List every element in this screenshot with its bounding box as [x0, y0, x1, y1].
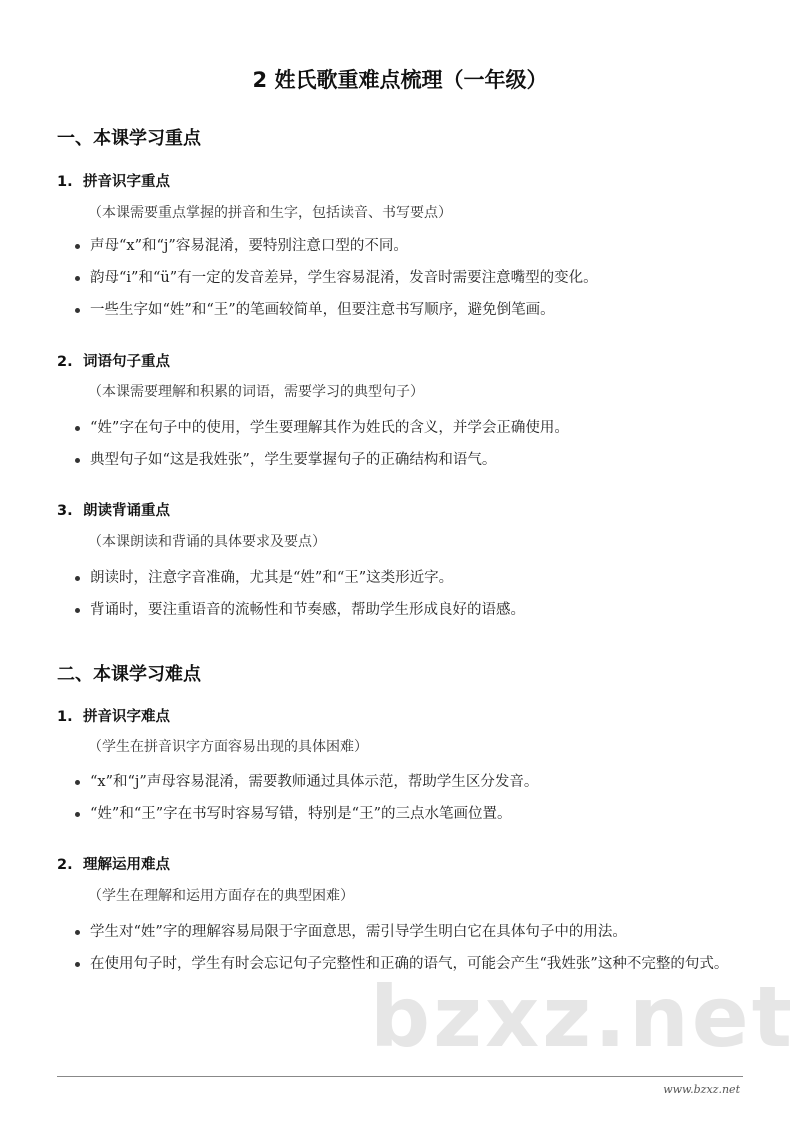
bullet-icon — [75, 780, 80, 785]
list-item: “姓”字在句子中的使用，学生要理解其作为姓氏的含义，并学会正确使用。 — [75, 414, 735, 442]
bullet-icon — [75, 576, 80, 581]
bullet-icon — [75, 276, 80, 281]
section-heading-difficulty: 二、本课学习难点 — [57, 664, 201, 685]
list-item: 背诵时，要注重语音的流畅性和节奏感，帮助学生形成良好的语感。 — [75, 596, 735, 624]
subsection-note: （本课朗读和背诵的具体要求及要点） — [88, 534, 326, 550]
watermark: bzxz.net — [370, 968, 795, 1066]
bullet-icon — [75, 812, 80, 817]
footer-url: www.bzxz.net — [663, 1083, 740, 1096]
subsection-number: 1. — [57, 709, 73, 725]
list-item: 朗读时，注意字音准确，尤其是“姓”和“王”这类形近字。 — [75, 564, 735, 592]
bullet-icon — [75, 458, 80, 463]
page-title: 2 姓氏歌重难点梳理（一年级） — [252, 68, 548, 92]
subsection-number: 1. — [57, 174, 73, 190]
section-heading-focus: 一、本课学习重点 — [57, 128, 201, 149]
bullet-icon — [75, 426, 80, 431]
list-item: “姓”和“王”字在书写时容易写错，特别是“王”的三点水笔画位置。 — [75, 800, 735, 828]
bullet-icon — [75, 962, 80, 967]
bullet-icon — [75, 308, 80, 313]
subsection-heading — [57, 705, 170, 726]
subsection-note: （本课需要重点掌握的拼音和生字，包括读音、书写要点） — [88, 205, 452, 221]
list-item: “x”和“j”声母容易混淆，需要教师通过具体示范，帮助学生区分发音。 — [75, 768, 735, 796]
subsection-title: 朗读背诵重点 — [83, 503, 170, 519]
subsection-heading — [57, 499, 170, 520]
subsection-title: 拼音识字重点 — [83, 174, 170, 190]
bullet-icon — [75, 608, 80, 613]
subsection-heading — [57, 350, 170, 371]
subsection-number: 3. — [57, 503, 73, 519]
subsection-number: 2. — [57, 354, 73, 370]
list-item: 在使用句子时，学生有时会忘记句子完整性和正确的语气，可能会产生“我姓张”这种不完整的句式。 — [75, 950, 735, 978]
subsection-note: （学生在理解和运用方面存在的典型困难） — [88, 888, 354, 904]
subsection-number: 2. — [57, 857, 73, 873]
subsection-title: 词语句子重点 — [83, 354, 170, 370]
list-item: 学生对“姓”字的理解容易局限于字面意思，需引导学生明白它在具体句子中的用法。 — [75, 918, 735, 946]
subsection-title: 拼音识字难点 — [83, 709, 170, 725]
list-item: 典型句子如“这是我姓张”，学生要掌握句子的正确结构和语气。 — [75, 446, 735, 474]
list-item: 韵母“i”和“ü”有一定的发音差异，学生容易混淆，发音时需要注意嘴型的变化。 — [75, 264, 735, 292]
subsection-note: （学生在拼音识字方面容易出现的具体困难） — [88, 739, 368, 755]
subsection-heading — [57, 853, 170, 874]
list-item: 声母“x”和“j”容易混淆，要特别注意口型的不同。 — [75, 232, 735, 260]
subsection-title: 理解运用难点 — [83, 857, 170, 873]
bullet-icon — [75, 930, 80, 935]
list-item: 一些生字如“姓”和“王”的笔画较简单，但要注意书写顺序，避免倒笔画。 — [75, 296, 735, 324]
bullet-icon — [75, 244, 80, 249]
subsection-note: （本课需要理解和积累的词语，需要学习的典型句子） — [88, 384, 424, 400]
subsection-heading — [57, 170, 170, 191]
footer-divider — [57, 1076, 743, 1077]
